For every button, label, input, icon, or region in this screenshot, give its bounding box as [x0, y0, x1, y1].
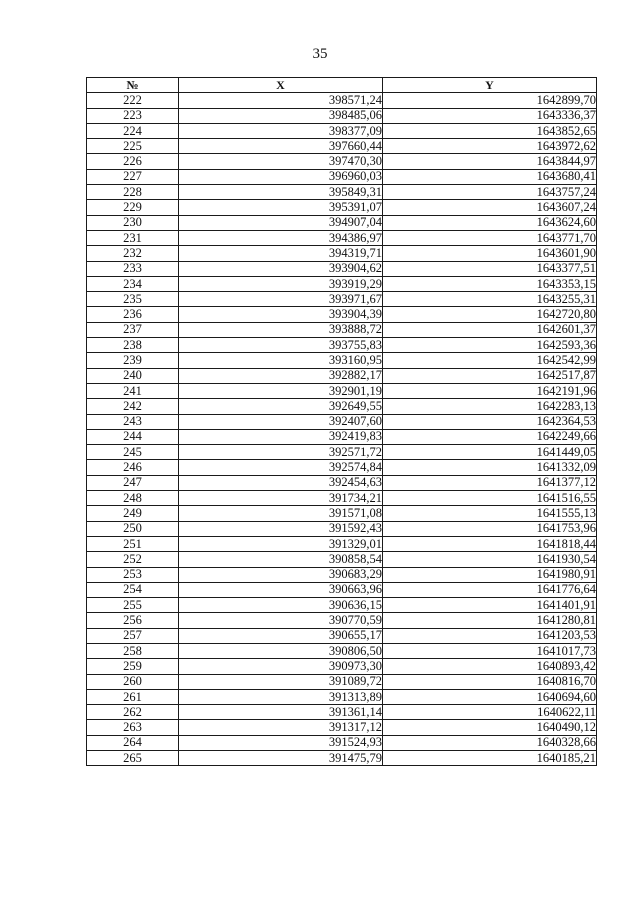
x-coordinate-cell: 390683,29 — [179, 567, 383, 582]
point-number-cell: 224 — [87, 123, 179, 138]
y-coordinate-cell: 1641280,81 — [383, 613, 597, 628]
header-row — [87, 78, 597, 93]
y-coordinate-cell: 1641449,05 — [383, 445, 597, 460]
point-number-cell: 244 — [87, 429, 179, 444]
x-coordinate-cell: 391317,12 — [179, 720, 383, 735]
y-coordinate-cell: 1643972,62 — [383, 139, 597, 154]
point-number-cell: 256 — [87, 613, 179, 628]
table-row — [87, 643, 597, 658]
y-coordinate-cell: 1641555,13 — [383, 506, 597, 521]
y-coordinate-cell: 1641753,96 — [383, 521, 597, 536]
x-coordinate-cell: 398485,06 — [179, 108, 383, 123]
y-coordinate-cell: 1640328,66 — [383, 735, 597, 750]
table-row — [87, 536, 597, 551]
x-coordinate-cell: 392649,55 — [179, 399, 383, 414]
table-row — [87, 567, 597, 582]
point-number-cell: 237 — [87, 322, 179, 337]
x-coordinate-cell: 392901,19 — [179, 383, 383, 398]
x-coordinate-cell: 390636,15 — [179, 598, 383, 613]
y-coordinate-cell: 1642249,66 — [383, 429, 597, 444]
y-coordinate-cell: 1642601,37 — [383, 322, 597, 337]
table-row — [87, 720, 597, 735]
x-coordinate-cell: 396960,03 — [179, 169, 383, 184]
table-row — [87, 598, 597, 613]
table-row — [87, 429, 597, 444]
x-coordinate-cell: 392419,83 — [179, 429, 383, 444]
point-number-cell: 255 — [87, 598, 179, 613]
table-body — [87, 93, 597, 766]
point-number-cell: 254 — [87, 582, 179, 597]
y-coordinate-cell: 1641516,55 — [383, 491, 597, 506]
table-row — [87, 353, 597, 368]
y-coordinate-cell: 1641930,54 — [383, 552, 597, 567]
y-coordinate-cell: 1643852,65 — [383, 123, 597, 138]
x-coordinate-cell: 391089,72 — [179, 674, 383, 689]
point-number-cell: 261 — [87, 689, 179, 704]
table-row — [87, 689, 597, 704]
y-coordinate-cell: 1641776,64 — [383, 582, 597, 597]
table-row — [87, 552, 597, 567]
x-coordinate-cell: 390858,54 — [179, 552, 383, 567]
table-row — [87, 582, 597, 597]
x-coordinate-cell: 391361,14 — [179, 705, 383, 720]
y-coordinate-cell: 1642720,80 — [383, 307, 597, 322]
y-coordinate-cell: 1642542,99 — [383, 353, 597, 368]
point-number-cell: 238 — [87, 338, 179, 353]
y-coordinate-cell: 1643601,90 — [383, 246, 597, 261]
point-number-cell: 241 — [87, 383, 179, 398]
x-coordinate-cell: 398571,24 — [179, 93, 383, 108]
x-coordinate-cell: 391734,21 — [179, 491, 383, 506]
x-coordinate-cell: 390663,96 — [179, 582, 383, 597]
table-row — [87, 659, 597, 674]
point-number-cell: 257 — [87, 628, 179, 643]
header-number: № — [87, 78, 179, 93]
point-number-cell: 240 — [87, 368, 179, 383]
table-row — [87, 506, 597, 521]
table-row — [87, 460, 597, 475]
table-row — [87, 368, 597, 383]
point-number-cell: 229 — [87, 200, 179, 215]
x-coordinate-cell: 390806,50 — [179, 643, 383, 658]
y-coordinate-cell: 1642283,13 — [383, 399, 597, 414]
point-number-cell: 246 — [87, 460, 179, 475]
table-row — [87, 139, 597, 154]
table-row — [87, 628, 597, 643]
x-coordinate-cell: 391329,01 — [179, 536, 383, 551]
y-coordinate-cell: 1643607,24 — [383, 200, 597, 215]
point-number-cell: 243 — [87, 414, 179, 429]
x-coordinate-cell: 392571,72 — [179, 445, 383, 460]
x-coordinate-cell: 393160,95 — [179, 353, 383, 368]
y-coordinate-cell: 1643377,51 — [383, 261, 597, 276]
point-number-cell: 231 — [87, 230, 179, 245]
point-number-cell: 247 — [87, 475, 179, 490]
x-coordinate-cell: 390770,59 — [179, 613, 383, 628]
y-coordinate-cell: 1642364,53 — [383, 414, 597, 429]
point-number-cell: 227 — [87, 169, 179, 184]
table-row — [87, 521, 597, 536]
x-coordinate-cell: 394907,04 — [179, 215, 383, 230]
table-row — [87, 154, 597, 169]
x-coordinate-cell: 391571,08 — [179, 506, 383, 521]
point-number-cell: 250 — [87, 521, 179, 536]
y-coordinate-cell: 1643255,31 — [383, 292, 597, 307]
x-coordinate-cell: 395391,07 — [179, 200, 383, 215]
y-coordinate-cell: 1640185,21 — [383, 751, 597, 766]
point-number-cell: 232 — [87, 246, 179, 261]
x-coordinate-cell: 392454,63 — [179, 475, 383, 490]
x-coordinate-cell: 397470,30 — [179, 154, 383, 169]
point-number-cell: 226 — [87, 154, 179, 169]
table-row — [87, 169, 597, 184]
y-coordinate-cell: 1640490,12 — [383, 720, 597, 735]
table-row — [87, 751, 597, 766]
y-coordinate-cell: 1643336,37 — [383, 108, 597, 123]
table-row — [87, 185, 597, 200]
table-row — [87, 735, 597, 750]
point-number-cell: 235 — [87, 292, 179, 307]
coordinates-table — [86, 77, 597, 766]
table-row — [87, 123, 597, 138]
table-header — [87, 78, 597, 93]
x-coordinate-cell: 390655,17 — [179, 628, 383, 643]
table-row — [87, 674, 597, 689]
point-number-cell: 263 — [87, 720, 179, 735]
y-coordinate-cell: 1640893,42 — [383, 659, 597, 674]
table-row — [87, 338, 597, 353]
y-coordinate-cell: 1640622,11 — [383, 705, 597, 720]
y-coordinate-cell: 1643353,15 — [383, 276, 597, 291]
header-y: Y — [383, 78, 597, 93]
y-coordinate-cell: 1642899,70 — [383, 93, 597, 108]
point-number-cell: 265 — [87, 751, 179, 766]
point-number-cell: 252 — [87, 552, 179, 567]
point-number-cell: 245 — [87, 445, 179, 460]
point-number-cell: 262 — [87, 705, 179, 720]
point-number-cell: 251 — [87, 536, 179, 551]
point-number-cell: 222 — [87, 93, 179, 108]
y-coordinate-cell: 1643757,24 — [383, 185, 597, 200]
header-x: X — [179, 78, 383, 93]
point-number-cell: 239 — [87, 353, 179, 368]
table-row — [87, 613, 597, 628]
y-coordinate-cell: 1641401,91 — [383, 598, 597, 613]
table-row — [87, 307, 597, 322]
x-coordinate-cell: 393971,67 — [179, 292, 383, 307]
point-number-cell: 253 — [87, 567, 179, 582]
y-coordinate-cell: 1642593,36 — [383, 338, 597, 353]
table-row — [87, 475, 597, 490]
point-number-cell: 236 — [87, 307, 179, 322]
table-row — [87, 399, 597, 414]
point-number-cell: 225 — [87, 139, 179, 154]
point-number-cell: 230 — [87, 215, 179, 230]
y-coordinate-cell: 1641332,09 — [383, 460, 597, 475]
x-coordinate-cell: 391313,89 — [179, 689, 383, 704]
table-row — [87, 322, 597, 337]
point-number-cell: 248 — [87, 491, 179, 506]
x-coordinate-cell: 393904,39 — [179, 307, 383, 322]
table-row — [87, 276, 597, 291]
point-number-cell: 233 — [87, 261, 179, 276]
table-row — [87, 261, 597, 276]
x-coordinate-cell: 393755,83 — [179, 338, 383, 353]
x-coordinate-cell: 397660,44 — [179, 139, 383, 154]
x-coordinate-cell: 393904,62 — [179, 261, 383, 276]
y-coordinate-cell: 1643624,60 — [383, 215, 597, 230]
y-coordinate-cell: 1641980,91 — [383, 567, 597, 582]
y-coordinate-cell: 1641818,44 — [383, 536, 597, 551]
y-coordinate-cell: 1640816,70 — [383, 674, 597, 689]
y-coordinate-cell: 1643844,97 — [383, 154, 597, 169]
y-coordinate-cell: 1640694,60 — [383, 689, 597, 704]
table-row — [87, 383, 597, 398]
table-row — [87, 445, 597, 460]
point-number-cell: 223 — [87, 108, 179, 123]
y-coordinate-cell: 1642517,87 — [383, 368, 597, 383]
y-coordinate-cell: 1641203,53 — [383, 628, 597, 643]
table-row — [87, 93, 597, 108]
point-number-cell: 259 — [87, 659, 179, 674]
table-row — [87, 246, 597, 261]
point-number-cell: 264 — [87, 735, 179, 750]
x-coordinate-cell: 394319,71 — [179, 246, 383, 261]
table-row — [87, 200, 597, 215]
y-coordinate-cell: 1643771,70 — [383, 230, 597, 245]
point-number-cell: 228 — [87, 185, 179, 200]
page-number: 35 — [312, 46, 328, 62]
table-row — [87, 491, 597, 506]
x-coordinate-cell: 394386,97 — [179, 230, 383, 245]
point-number-cell: 258 — [87, 643, 179, 658]
x-coordinate-cell: 395849,31 — [179, 185, 383, 200]
x-coordinate-cell: 391524,93 — [179, 735, 383, 750]
x-coordinate-cell: 392574,84 — [179, 460, 383, 475]
x-coordinate-cell: 392882,17 — [179, 368, 383, 383]
table-row — [87, 230, 597, 245]
point-number-cell: 234 — [87, 276, 179, 291]
point-number-cell: 260 — [87, 674, 179, 689]
table-row — [87, 705, 597, 720]
point-number-cell: 249 — [87, 506, 179, 521]
table-row — [87, 108, 597, 123]
x-coordinate-cell: 392407,60 — [179, 414, 383, 429]
x-coordinate-cell: 393919,29 — [179, 276, 383, 291]
x-coordinate-cell: 393888,72 — [179, 322, 383, 337]
x-coordinate-cell: 398377,09 — [179, 123, 383, 138]
table-row — [87, 414, 597, 429]
x-coordinate-cell: 391592,43 — [179, 521, 383, 536]
table-row — [87, 292, 597, 307]
y-coordinate-cell: 1643680,41 — [383, 169, 597, 184]
table-row — [87, 215, 597, 230]
x-coordinate-cell: 390973,30 — [179, 659, 383, 674]
y-coordinate-cell: 1642191,96 — [383, 383, 597, 398]
x-coordinate-cell: 391475,79 — [179, 751, 383, 766]
point-number-cell: 242 — [87, 399, 179, 414]
y-coordinate-cell: 1641017,73 — [383, 643, 597, 658]
y-coordinate-cell: 1641377,12 — [383, 475, 597, 490]
